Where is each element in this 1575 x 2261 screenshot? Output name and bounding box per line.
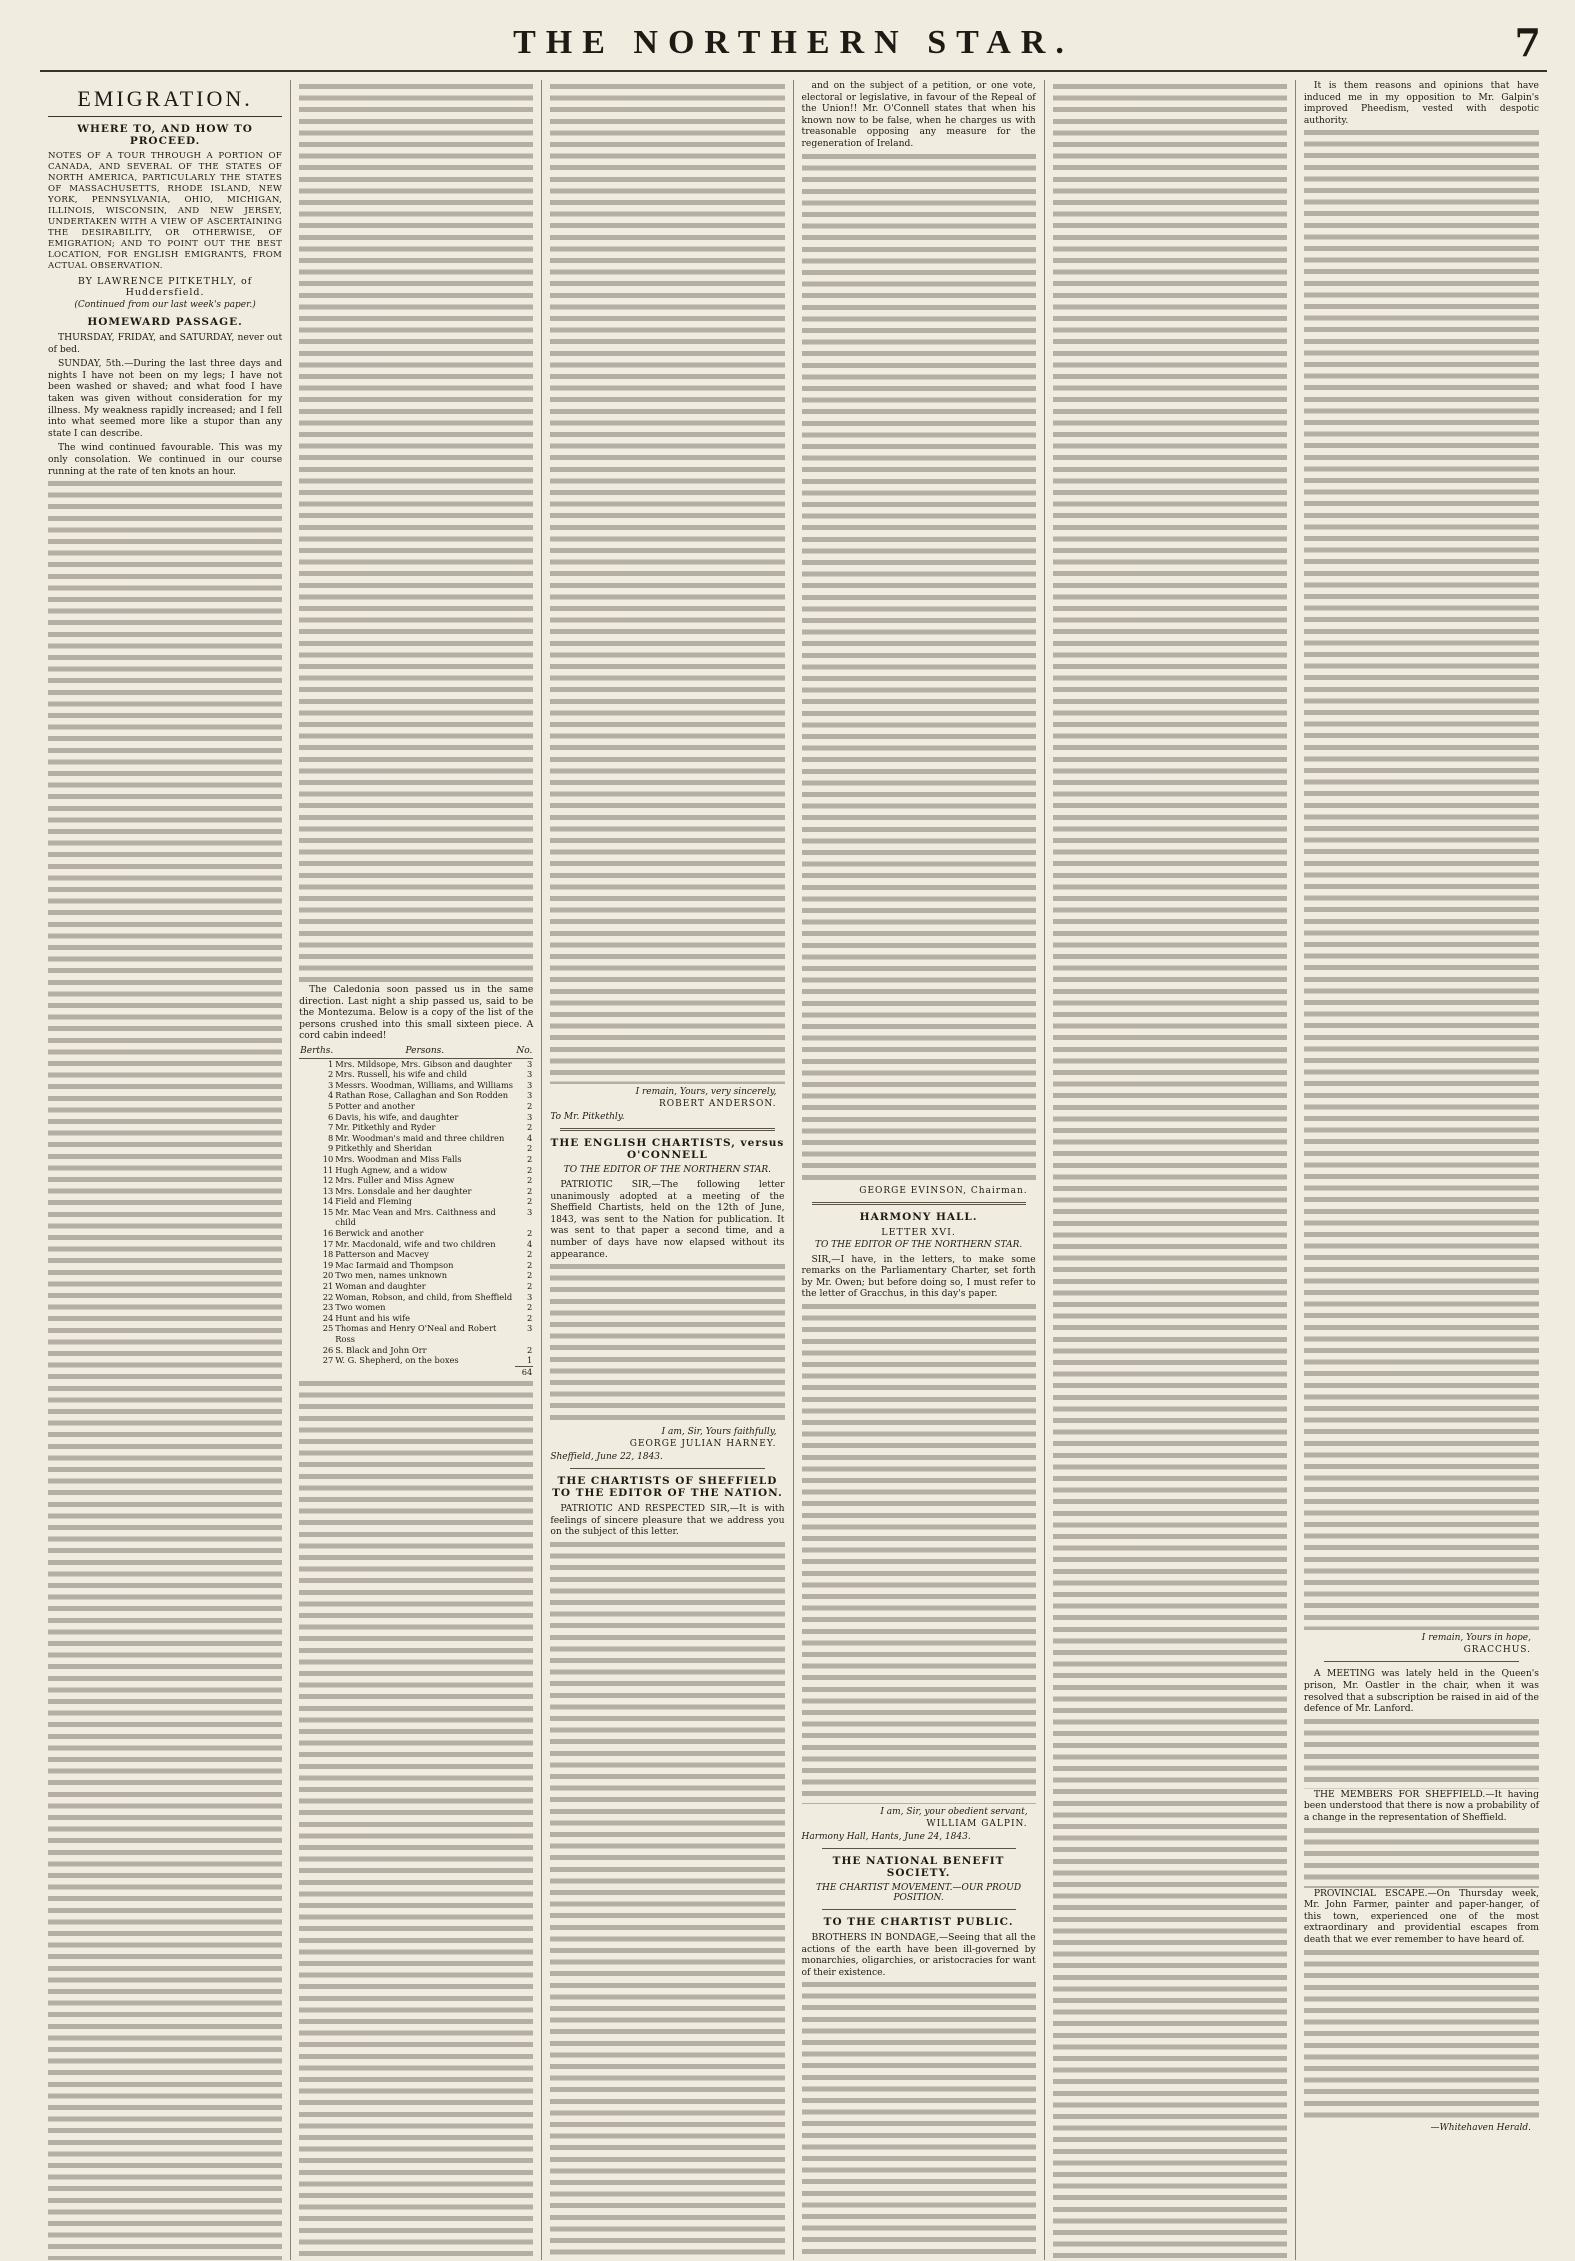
berth-persons: Davis, his wife, and daughter bbox=[335, 1111, 459, 1122]
text-column-body bbox=[1304, 130, 1539, 1630]
berth-number: 22 bbox=[322, 1291, 334, 1302]
paragraph: PATRIOTIC AND RESPECTED SIR,—It is with feelings of sincere pleasure that we address you on the subject of this letter. bbox=[550, 1503, 785, 1538]
benefit-society-heading: THE NATIONAL BENEFIT SOCIETY. bbox=[832, 1854, 1005, 1879]
berth-number: 1 bbox=[328, 1058, 334, 1069]
berths-lead: The Caledonia soon passed us in the same direction. Last night a ship passed us, said to be the Montezuma. Below is a copy of the list of the persons crushed into this small sixteen piece. A cord cabin indeed! bbox=[299, 984, 534, 1042]
berth-count: 2 bbox=[527, 1196, 533, 1207]
berth-persons: Mrs. Russell, his wife and child bbox=[335, 1069, 468, 1080]
berth-number: 15 bbox=[322, 1206, 334, 1217]
berth-number: 7 bbox=[328, 1122, 334, 1133]
table-row bbox=[299, 1249, 533, 1260]
text-column-body bbox=[299, 1381, 533, 2260]
berth-persons: Rathan Rose, Callaghan and Son Rodden bbox=[335, 1090, 509, 1101]
berth-number: 6 bbox=[328, 1111, 334, 1122]
masthead bbox=[40, 18, 1547, 72]
column-1 bbox=[40, 80, 291, 2260]
berth-count: 4 bbox=[527, 1132, 533, 1143]
table-row bbox=[299, 1302, 533, 1313]
header-no: No. bbox=[515, 1045, 533, 1058]
header-berths: Berths. bbox=[299, 1045, 334, 1058]
divider bbox=[812, 1202, 1026, 1205]
column-3 bbox=[542, 80, 793, 2260]
berth-persons: Two women bbox=[335, 1302, 386, 1313]
berth-number: 3 bbox=[328, 1079, 334, 1090]
berth-count: 3 bbox=[527, 1291, 533, 1302]
table-row bbox=[299, 1281, 533, 1292]
table-row bbox=[299, 1058, 533, 1069]
divider bbox=[1324, 1661, 1519, 1662]
paragraph: PATRIOTIC SIR,—The following letter unanimously adopted at a meeting of the Sheffield Chartists, held on the 12th of June, 1843, was sent to the Nation for publication. It was sent to that paper a second time, and a number of days have now elapsed without its appearance. bbox=[550, 1179, 785, 1260]
table-row bbox=[299, 1101, 533, 1112]
berth-count: 2 bbox=[527, 1185, 533, 1196]
berth-number: 21 bbox=[322, 1281, 334, 1292]
table-row bbox=[299, 1090, 533, 1101]
berth-persons: Hugh Agnew, and a widow bbox=[335, 1164, 448, 1175]
paragraph: SUNDAY, 5th.—During the last three days and nights I have not been on my legs; I have not been washed or shaved; and what food I have taken was given without consideration for my illness. My weakness rapidly increased; and I fell into what seemed more like a stupor than any state I can describe. bbox=[48, 358, 283, 439]
berth-count: 3 bbox=[527, 1090, 533, 1101]
berth-count: 2 bbox=[527, 1175, 533, 1186]
text-column-body bbox=[802, 1304, 1036, 1804]
berth-number: 27 bbox=[322, 1355, 334, 1366]
berth-number: 8 bbox=[328, 1132, 334, 1143]
berth-number: 18 bbox=[322, 1249, 334, 1260]
header-persons: Persons. bbox=[334, 1045, 515, 1058]
table-row bbox=[299, 1270, 533, 1281]
text-column-body bbox=[48, 481, 282, 2260]
berth-number: 11 bbox=[322, 1164, 334, 1175]
table-row bbox=[299, 1133, 533, 1144]
signoff-name: GEORGE EVINSON, Chairman. bbox=[859, 1185, 1028, 1196]
berth-number: 2 bbox=[328, 1069, 334, 1080]
table-row bbox=[299, 1196, 533, 1207]
berth-count: 2 bbox=[527, 1259, 533, 1270]
berth-number: 4 bbox=[328, 1090, 334, 1101]
harmony-hall-heading: HARMONY HALL. bbox=[859, 1210, 978, 1223]
divider bbox=[560, 1128, 774, 1131]
berth-number: 19 bbox=[322, 1259, 334, 1270]
paragraph: A MEETING was lately held in the Queen's prison, Mr. Oastler in the chair, when it was resolved that a subscription be raised in aid of the defence of Mr. Lanford. bbox=[1303, 1668, 1539, 1715]
berth-persons: Potter and another bbox=[335, 1100, 415, 1111]
berth-persons: W. G. Shepherd, on the boxes bbox=[335, 1355, 459, 1366]
letter-recipient: TO THE EDITOR OF THE NORTHERN STAR. bbox=[814, 1239, 1023, 1250]
berth-persons: Mr. Woodman's maid and three children bbox=[335, 1132, 505, 1143]
berth-number: 20 bbox=[322, 1270, 334, 1281]
berth-persons: Mac Iarmaid and Thompson bbox=[335, 1259, 454, 1270]
newspaper-title: THE NORTHERN STAR. bbox=[513, 24, 1074, 61]
table-row bbox=[299, 1186, 533, 1197]
berth-number: 25 bbox=[322, 1323, 334, 1334]
berth-persons: Mrs. Woodman and Miss Falls bbox=[335, 1153, 462, 1164]
column-5 bbox=[1045, 80, 1296, 2260]
berth-persons: Thomas and Henry O'Neal and Robert Ross bbox=[335, 1323, 497, 1344]
paragraph: The wind continued favourable. This was my only consolation. We continued in our course running at the rate of ten knots an hour. bbox=[48, 442, 283, 477]
paragraph: and on the subject of a petition, or one vote, electoral or legislative, in favour of the Repeal of the Union!! Mr. O'Connell states that when his known now to be false, when he charges us with treasonable opposing any measure for the regeneration of Ireland. bbox=[801, 80, 1036, 149]
text-column-body bbox=[1304, 1828, 1539, 1888]
table-row bbox=[299, 1080, 533, 1091]
berth-persons: Mr. Mac Vean and Mrs. Caithness and child bbox=[335, 1206, 496, 1228]
divider bbox=[822, 1848, 1016, 1849]
berth-persons: Field and Fleming bbox=[335, 1196, 412, 1207]
emigration-byline: BY LAWRENCE PITKETHLY, of Huddersfield. bbox=[77, 276, 253, 298]
signoff-name: WILLIAM GALPIN. bbox=[926, 1818, 1028, 1829]
berth-count: 2 bbox=[527, 1164, 533, 1175]
berth-persons: Pitkethly and Sheridan bbox=[335, 1143, 432, 1154]
column-grid bbox=[40, 80, 1547, 2260]
berth-count: 3 bbox=[527, 1206, 533, 1217]
page-number: 7 bbox=[1514, 20, 1541, 65]
berth-persons: Messrs. Woodman, Williams, and Williams bbox=[335, 1079, 514, 1090]
paragraph: BROTHERS IN BONDAGE,—Seeing that all the actions of the earth have been ill-governed by monarchies, oligarchies, or aristocracies for want of their existence. bbox=[801, 1931, 1036, 1978]
divider bbox=[570, 1468, 764, 1469]
berth-number: 5 bbox=[328, 1100, 334, 1111]
berth-number: 26 bbox=[322, 1344, 334, 1355]
chartists-heading: THE ENGLISH CHARTISTS, versus O'CONNELL bbox=[550, 1137, 785, 1161]
table-row bbox=[299, 1069, 533, 1080]
berth-number: 23 bbox=[322, 1302, 334, 1313]
table-row bbox=[299, 1207, 533, 1228]
letter-number: LETTER XVI. bbox=[881, 1226, 956, 1238]
homeward-passage-heading: HOMEWARD PASSAGE. bbox=[87, 316, 243, 328]
berth-count: 2 bbox=[527, 1344, 533, 1355]
berth-persons: Hunt and his wife bbox=[335, 1312, 411, 1323]
signoff: I remain, Yours, very sincerely, bbox=[635, 1087, 777, 1097]
section-title-emigration: EMIGRATION. bbox=[48, 86, 282, 117]
berths-table bbox=[299, 1045, 533, 1377]
paragraph: PROVINCIAL ESCAPE.—On Thursday week, Mr. John Farmer, painter and paper-hanger, of this town, experienced one of the most extraordinary and providential escapes from death that we ever remember to have heard of. bbox=[1303, 1887, 1539, 1945]
berth-count: 3 bbox=[527, 1069, 533, 1080]
emigration-subtitle: WHERE TO, AND HOW TO PROCEED. bbox=[77, 123, 253, 147]
text-column-body bbox=[1304, 1950, 1539, 2120]
berth-count: 3 bbox=[527, 1079, 533, 1090]
berth-count: 2 bbox=[527, 1249, 533, 1260]
signoff: I am, Sir, your obedient servant, bbox=[880, 1806, 1028, 1817]
berth-count: 3 bbox=[527, 1111, 533, 1122]
berth-count: 2 bbox=[527, 1143, 533, 1154]
berth-count: 2 bbox=[527, 1228, 533, 1239]
signoff: I am, Sir, Yours faithfully, bbox=[661, 1427, 777, 1438]
continued-note: (Continued from our last week's paper.) bbox=[74, 300, 256, 310]
sheffield-letter-heading: THE CHARTISTS OF SHEFFIELD TO THE EDITOR OF THE NATION. bbox=[552, 1475, 783, 1500]
table-row bbox=[299, 1313, 533, 1324]
berth-count: 1 bbox=[527, 1355, 533, 1366]
text-column-body bbox=[550, 1542, 784, 2260]
berth-count: 2 bbox=[527, 1281, 533, 1292]
text-column-body bbox=[802, 154, 1036, 1184]
berth-persons: Mr. Macdonald, wife and two children bbox=[335, 1238, 496, 1249]
berth-number: 14 bbox=[322, 1196, 334, 1207]
table-row bbox=[299, 1165, 533, 1176]
berth-persons: Mrs. Fuller and Miss Agnew bbox=[335, 1175, 455, 1186]
text-column-body bbox=[550, 1264, 784, 1424]
berth-persons: Berwick and another bbox=[335, 1228, 424, 1239]
berth-number: 13 bbox=[322, 1185, 334, 1196]
table-row bbox=[299, 1228, 533, 1239]
table-row bbox=[299, 1260, 533, 1271]
berth-count: 2 bbox=[527, 1302, 533, 1313]
table-total-row bbox=[299, 1366, 533, 1377]
letter-recipient: To Mr. Pitkethly. bbox=[550, 1112, 625, 1122]
signoff-name: GRACCHUS. bbox=[1463, 1645, 1531, 1656]
signoff-name: GEORGE JULIAN HARNEY. bbox=[629, 1439, 777, 1450]
berth-persons: S. Black and John Orr bbox=[335, 1344, 427, 1355]
text-column-body bbox=[299, 84, 533, 984]
chartists-subheading: TO THE EDITOR OF THE NORTHERN STAR. bbox=[563, 1165, 772, 1175]
signoff-place: Harmony Hall, Hants, June 24, 1843. bbox=[801, 1831, 971, 1842]
berth-number: 9 bbox=[328, 1143, 334, 1154]
text-column-body bbox=[802, 1982, 1036, 2260]
table-row bbox=[299, 1355, 533, 1366]
berth-persons: Mr. Pitkethly and Ryder bbox=[335, 1122, 436, 1133]
table-row bbox=[299, 1323, 533, 1344]
text-column-body bbox=[550, 84, 784, 1084]
berth-persons: Two men, names unknown bbox=[335, 1270, 448, 1281]
paragraph: THE MEMBERS FOR SHEFFIELD.—It having been understood that there is now a probability of a change in the representation of Sheffield. bbox=[1303, 1788, 1539, 1823]
berth-count: 3 bbox=[527, 1323, 533, 1334]
table-row bbox=[299, 1292, 533, 1303]
chartist-public-heading: TO THE CHARTIST PUBLIC. bbox=[823, 1915, 1014, 1928]
signoff: I remain, Yours in hope, bbox=[1421, 1633, 1531, 1644]
paragraph: THURSDAY, FRIDAY, and SATURDAY, never out of bed. bbox=[48, 332, 283, 355]
berth-count: 2 bbox=[527, 1100, 533, 1111]
source-credit: —Whitehaven Herald. bbox=[1430, 2122, 1531, 2133]
table-row bbox=[299, 1122, 533, 1133]
signoff-name: ROBERT ANDERSON. bbox=[659, 1099, 777, 1109]
paragraph: SIR,—I have, in the letters, to make some remarks on the Parliamentary Charter, set forth by Mr. Owen; but before doing so, I must refer to the letter of Gracchus, in this day's paper. bbox=[801, 1253, 1036, 1300]
signoff-place: Sheffield, June 22, 1843. bbox=[550, 1452, 663, 1463]
berth-persons: Mrs. Lonsdale and her daughter bbox=[335, 1185, 472, 1196]
paragraph: It is them reasons and opinions that have induced me in my opposition to Mr. Galpin's improved Pheedism, vested with despotic authority. bbox=[1303, 80, 1539, 126]
berth-count: 2 bbox=[527, 1312, 533, 1323]
table-row bbox=[299, 1239, 533, 1250]
berth-persons: Mrs. Mildsope, Mrs. Gibson and daughter bbox=[335, 1058, 512, 1069]
table-row bbox=[299, 1112, 533, 1123]
column-2 bbox=[291, 80, 542, 2260]
berth-number: 17 bbox=[322, 1238, 334, 1249]
berth-persons: Woman and daughter bbox=[335, 1281, 426, 1292]
berth-count: 2 bbox=[527, 1270, 533, 1281]
berth-count: 2 bbox=[527, 1153, 533, 1164]
column-6 bbox=[1296, 80, 1547, 2260]
berth-number: 10 bbox=[322, 1153, 334, 1164]
berth-count: 2 bbox=[527, 1122, 533, 1133]
berth-count: 3 bbox=[527, 1058, 533, 1069]
table-header-row bbox=[299, 1045, 533, 1058]
column-4 bbox=[794, 80, 1045, 2260]
text-column-body bbox=[1304, 1719, 1539, 1789]
berth-persons: Woman, Robson, and child, from Sheffield bbox=[335, 1291, 513, 1302]
divider bbox=[822, 1909, 1016, 1910]
table-row bbox=[299, 1175, 533, 1186]
benefit-society-subheading: THE CHARTIST MOVEMENT.—OUR PROUD POSITION. bbox=[816, 1882, 1022, 1903]
berth-number: 12 bbox=[322, 1175, 334, 1186]
berth-count: 4 bbox=[527, 1238, 533, 1249]
table-row bbox=[299, 1154, 533, 1165]
text-column-body bbox=[1053, 84, 1287, 2260]
table-row bbox=[299, 1345, 533, 1356]
berth-persons: Patterson and Macvey bbox=[335, 1249, 429, 1260]
berths-total: 64 bbox=[515, 1366, 533, 1377]
emigration-intro: NOTES OF A TOUR THROUGH A PORTION OF CANADA, AND SEVERAL OF THE STATES OF NORTH AMERICA, PARTICULARLY THE STATES OF MASSACHUSETTS, RHODE ISLAND, NEW YORK, PENNSYLVANIA, OHIO, MICHIGAN, ILLINOIS, WISCONSIN, AND NEW JERSEY, UNDERTAKEN WITH A VIEW OF ASCERTAINING THE DESIRABILITY, OR OTHERWISE, OF EMIGRATION; AND TO POINT OUT THE BEST LOCATION, FOR ENGLISH EMIGRANTS, FROM ACTUAL OBSERVATION. bbox=[48, 151, 283, 271]
table-row bbox=[299, 1143, 533, 1154]
berth-number: 16 bbox=[322, 1228, 334, 1239]
berth-number: 24 bbox=[322, 1312, 334, 1323]
